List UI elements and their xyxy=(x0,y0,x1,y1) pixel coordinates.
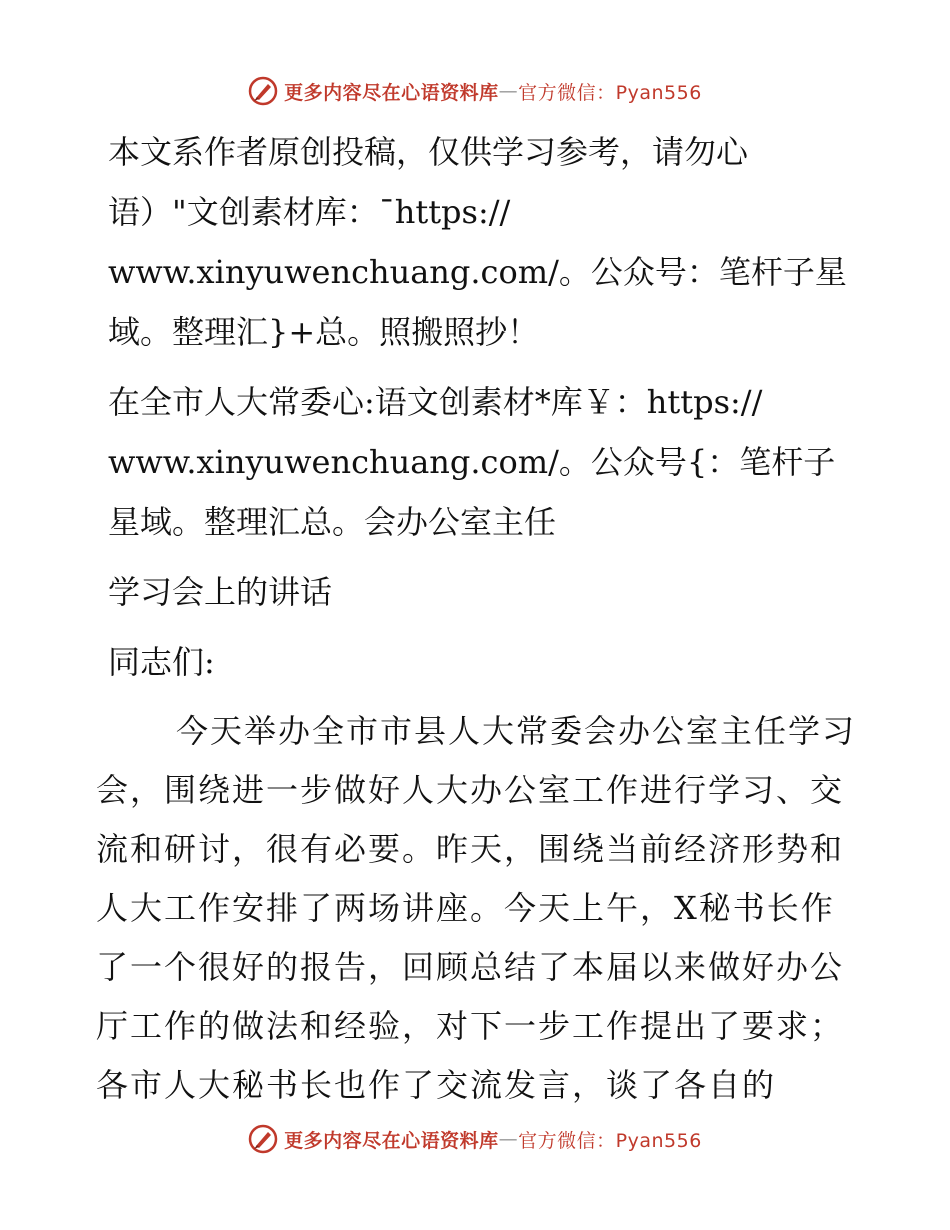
banner-dash: — xyxy=(498,1128,519,1150)
header-watermark-banner xyxy=(0,71,950,111)
pen-logo-icon xyxy=(248,1124,278,1154)
intro-title-paragraph: 在全市人大常委心:语文创素材*库￥：https:// www.xinyuwenchuang.com/。公众号{：笔杆子星域。整理汇总。会办公室主任 xyxy=(108,383,836,541)
footer-watermark-banner xyxy=(0,1119,950,1159)
document-body xyxy=(96,122,856,1115)
pen-logo-icon xyxy=(248,76,278,106)
speech-title: 学习会上的讲话 xyxy=(108,573,333,611)
salutation: 同志们: xyxy=(108,643,215,681)
banner-brand-text: 更多内容尽在心语资料库 xyxy=(284,1129,499,1152)
banner-dash: — xyxy=(498,80,519,102)
copyright-notice-paragraph: 本文系作者原创投稿，仅供学习参考，请勿心语）"文创素材库：¯https:// www.xinyuwenchuang.com/。公众号：笔杆子星域。整理汇}+总。照搬照抄！ xyxy=(108,133,847,351)
banner-brand-text: 更多内容尽在心语资料库 xyxy=(284,81,499,104)
banner-wechat-text: 官方微信：Pyan556 xyxy=(518,81,702,104)
banner-wechat-text: 官方微信：Pyan556 xyxy=(518,1129,702,1152)
speech-body-paragraph: 今天举办全市市县人大常委会办公室主任学习会，围绕进一步做好人大办公室工作进行学习、交流和研讨，很有必要。昨天，围绕当前经济形势和人大工作安排了两场讲座。今天上午，X秘书长作了一个很好的报告，回顾总结了本届以来做好办公厅工作的做法和经验，对下一步工作提出了要求；各市人大秘书长也作了交流发言，谈了各自的 xyxy=(96,712,857,1104)
